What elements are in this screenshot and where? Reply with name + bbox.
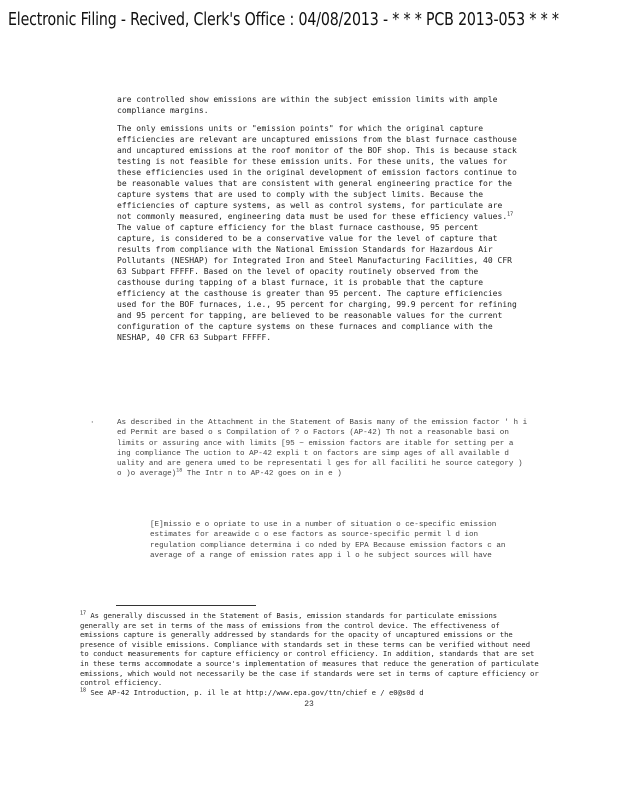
list-item-text — [117, 418, 530, 480]
footnote-ref-17: 17 — [507, 211, 514, 218]
block-quote — [150, 520, 520, 561]
footnote-18-text: See AP-42 Introduction, p. il le at http://www.epa.gov/ttn/chief e / e0@s0d d — [86, 687, 424, 697]
paragraph-continued-text: are controlled show emissions are within the subject emission limits with ample compliance margins. — [117, 95, 498, 115]
block-quote-text: [E]missio e o opriate to use in a number of situation o ce-specific emission estimates for areawide c o ese factors as source-specific permit l d ion regulation compliance determina i co nded by EPA Because emission factors c an average of a range of emission rates app i l o he subject sources will have — [150, 521, 506, 560]
list-item-text-part2: The Intr n to AP-42 goes on in e ) — [182, 470, 342, 479]
list-item-ap42 — [90, 418, 530, 480]
paragraph-continued — [117, 94, 517, 116]
paragraph-capture-efficiency — [117, 123, 517, 343]
footnote-17-number: 17 — [80, 610, 87, 617]
filing-stamp-header: Electronic Filing - Recived, Clerk's Office : 04/08/2013 - * * * PCB 2013-053 * * * — [8, 10, 559, 30]
bullet-mark: · — [90, 419, 95, 427]
paragraph-capture-part1: The only emissions units or "emission points" for which the original capture efficiencies are relevant are uncaptured emissions from the blast furnace casthouse and uncaptured emissions at the roof monitor of the BOF shop. This is because stack testing is not feasible for these emission units. For these units, the values for these efficiencies used in the original development of emission factors continue to be reasonable values that are consistent with general engineering practice for the capture systems that are used to comply with the subject limits. Because the efficiencies of capture systems, as well as control systems, for particulate are not commonly measured, engineering data must be used for these efficiency values. — [117, 124, 517, 221]
page-number: 23 — [304, 700, 314, 709]
footnote-divider — [116, 605, 256, 606]
paragraph-capture-text — [117, 123, 517, 343]
list-item-text-part1: As described in the Attachment in the Statement of Basis many of the emission factor ' h i ed Permit are based o s Compilation of ? o Factors (AP-42) Th not a reasonable basi on limits or assuring ance with limits [95 ~ emission factors are itable for setting per a ing compliance The uction to AP-42 expli t on factors are simp ages of all available d uality and are genera umed to be representati l ges for all faciliti he source category ) o )o average) — [117, 419, 528, 479]
paragraph-capture-part2: The value of capture efficiency for the blast furnace casthouse, 95 percent capture, is considered to be a conservative value for the level of capture that results from compliance with the National Emission Standards for Hazardous Air Pollutants (NESHAP) for Integrated Iron and Steel Manufacturing Facilities, 40 CFR 63 Subpart FFFFF. Based on the level of opacity routinely observed from the casthouse during tapping of a blast furnace, it is probable that the capture efficiency at the casthouse is greater than 95 percent. The capture efficiencies used for the BOF furnaces, i.e., 95 percent for charging, 99.9 percent for refining and 95 percent for tapping, are believed to be reasonable values for the current configuration of the capture systems on these furnaces and compliance with the NESHAP, 40 CFR 63 Subpart FFFFF. — [117, 223, 517, 342]
footnote-18 — [80, 688, 540, 698]
footnote-18-number: 18 — [80, 687, 87, 694]
footnote-ref-18: 18 — [176, 467, 183, 474]
footnote-17 — [80, 611, 540, 688]
footnote-17-text: As generally discussed in the Statement of Basis, emission standards for particulate emissions generally are set in terms of the mass of emissions from the control device. The effectiveness of emissions capture is generally addressed by standards for the opacity of uncaptured emissions or the presence of visible emissions. Compliance with standards set in these terms can be verified without need to conduct measurements for capture efficiency or control efficiency. In addition, standards that are set in these terms accommodate a source's implementation of measures that reduce the generation of particulate emissions, which would not necessarily be the case if standards were set in terms of capture efficiency or control efficiency. — [80, 611, 539, 688]
footnotes — [80, 611, 540, 697]
